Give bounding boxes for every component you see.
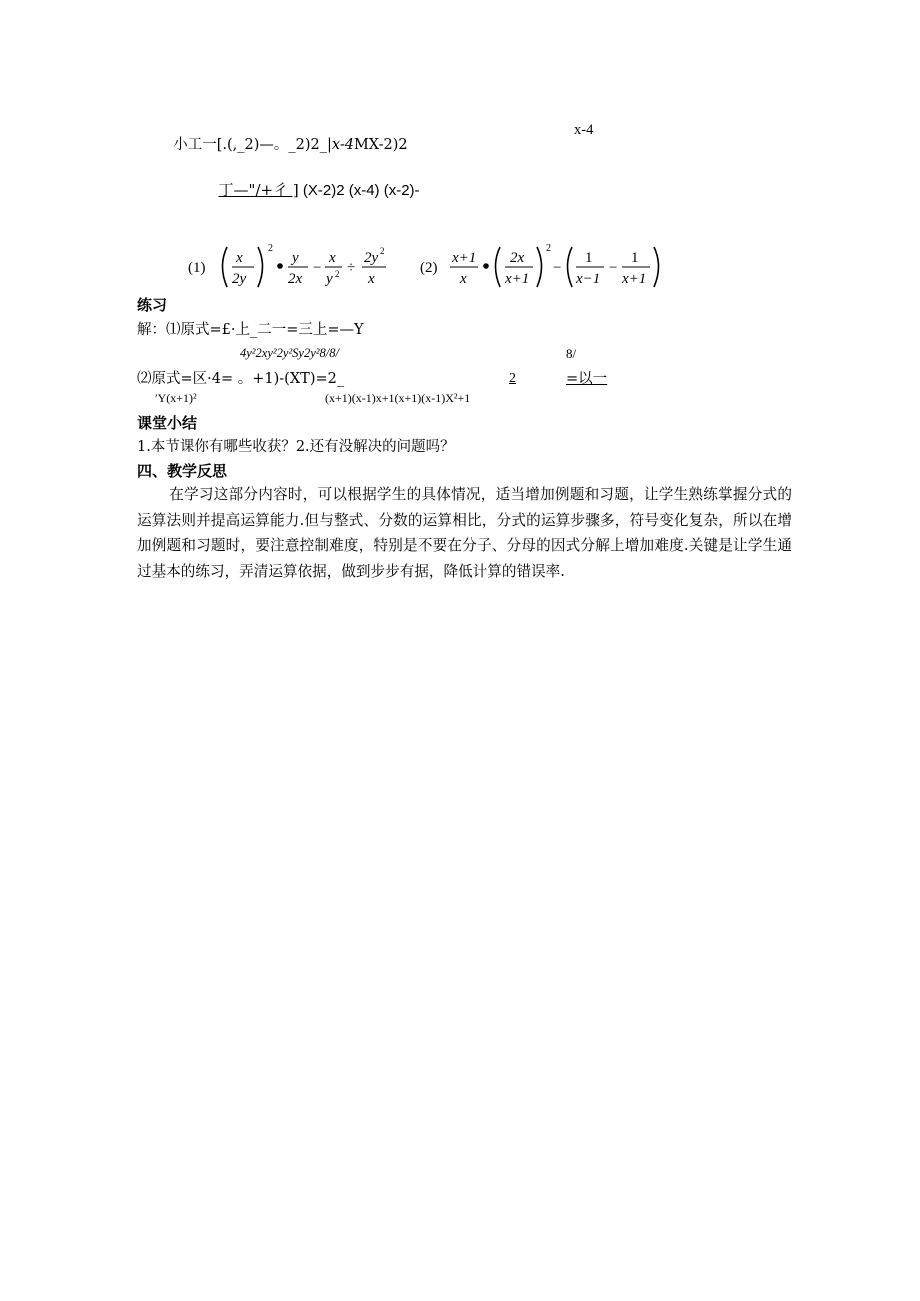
garbled-line-1-left: 小工一[.(,_2)—。_2)2_|: [173, 136, 332, 153]
garbled-line-2-underlined: 丁—"/+彳 ]: [218, 181, 299, 199]
svg-text:y: y: [326, 271, 333, 287]
svg-text:2: 2: [335, 269, 340, 279]
svg-text:x: x: [368, 271, 375, 287]
svg-text:y: y: [292, 250, 299, 266]
summary-heading: 课堂小结: [137, 414, 198, 432]
solution-2-right-eq: =以一: [566, 371, 608, 387]
garbled-line-2: [209, 168, 420, 198]
garbled-line-1-italic: x-4: [331, 136, 354, 153]
svg-text:2x: 2x: [510, 250, 525, 266]
solution-2-right-num: 2: [509, 371, 516, 386]
svg-text:x+1: x+1: [622, 271, 647, 287]
formula-label-1: (1): [188, 260, 206, 276]
solution-label: 解：: [137, 322, 166, 338]
garbled-line-1-far: x-4: [574, 122, 594, 138]
svg-text:1: 1: [631, 250, 639, 266]
solution-2: ⑵原式=区·4= 。+1)-(XT)=2_: [137, 371, 345, 387]
svg-text:x: x: [329, 250, 336, 266]
garbled-line-1-right: MX-2)2: [353, 136, 408, 153]
garbled-line-1: [164, 123, 408, 152]
solution-2-sub-left: ′Y(x+1)²: [155, 391, 197, 405]
svg-text:−: −: [553, 260, 562, 276]
svg-text:2: 2: [268, 243, 273, 254]
svg-text:÷: ÷: [347, 260, 356, 276]
summary-questions: 1.本节课你有哪些收获？2.还有没解决的问题吗？: [137, 439, 455, 455]
garbled-line-2-rest: (X-2)2 (x-4) (x-2)-: [298, 182, 420, 199]
svg-text:−: −: [313, 260, 322, 276]
reflection-paragraph: [137, 482, 792, 584]
reflection-paragraph-text: 在学习这部分内容时，可以根据学生的具体情况，适当增加例题和习题，让学生熟练掌握分式的运算法则并提高运算能力.但与整式、分数的运算相比，分式的运算步骤多，符号变化复杂，所以在增加例题和习题时，要注意控制难度，特别是不要在分子、分母的因式分解上增加难度.关键是让学生通过基本的练习，弄清运算依据，做到步步有据，降低计算的错误率.: [137, 486, 792, 580]
svg-text:−: −: [609, 260, 618, 276]
svg-text:2y: 2y: [364, 250, 379, 266]
solution-1-right: 8/: [566, 346, 577, 361]
solution-2-sub-mid: (x+1)(x-1)x+1(x+1)(x-1)X²+1: [325, 391, 471, 405]
svg-text:2: 2: [546, 243, 551, 254]
svg-text:2: 2: [380, 246, 385, 256]
solution-1-line: [137, 323, 364, 338]
svg-text:x: x: [460, 271, 467, 287]
solution-1-subline: 4y²2xy²2y²Sy2y²8/8/: [240, 346, 339, 360]
solution-1: ⑴原式=£·上_二一=三上=—Y: [166, 322, 364, 338]
svg-text:2x: 2x: [288, 271, 303, 287]
formula-label-2: (2): [420, 260, 438, 276]
svg-text:x−1: x−1: [576, 271, 601, 287]
reflection-heading: 四、教学反思: [137, 462, 228, 480]
svg-text:x+1: x+1: [452, 250, 477, 266]
svg-text:x+1: x+1: [505, 271, 530, 287]
exercise-formula-image: [180, 235, 670, 295]
svg-text:x: x: [236, 250, 243, 266]
svg-text:2y: 2y: [232, 271, 247, 287]
svg-text:1: 1: [585, 250, 593, 266]
practice-heading: 练习: [137, 296, 168, 314]
